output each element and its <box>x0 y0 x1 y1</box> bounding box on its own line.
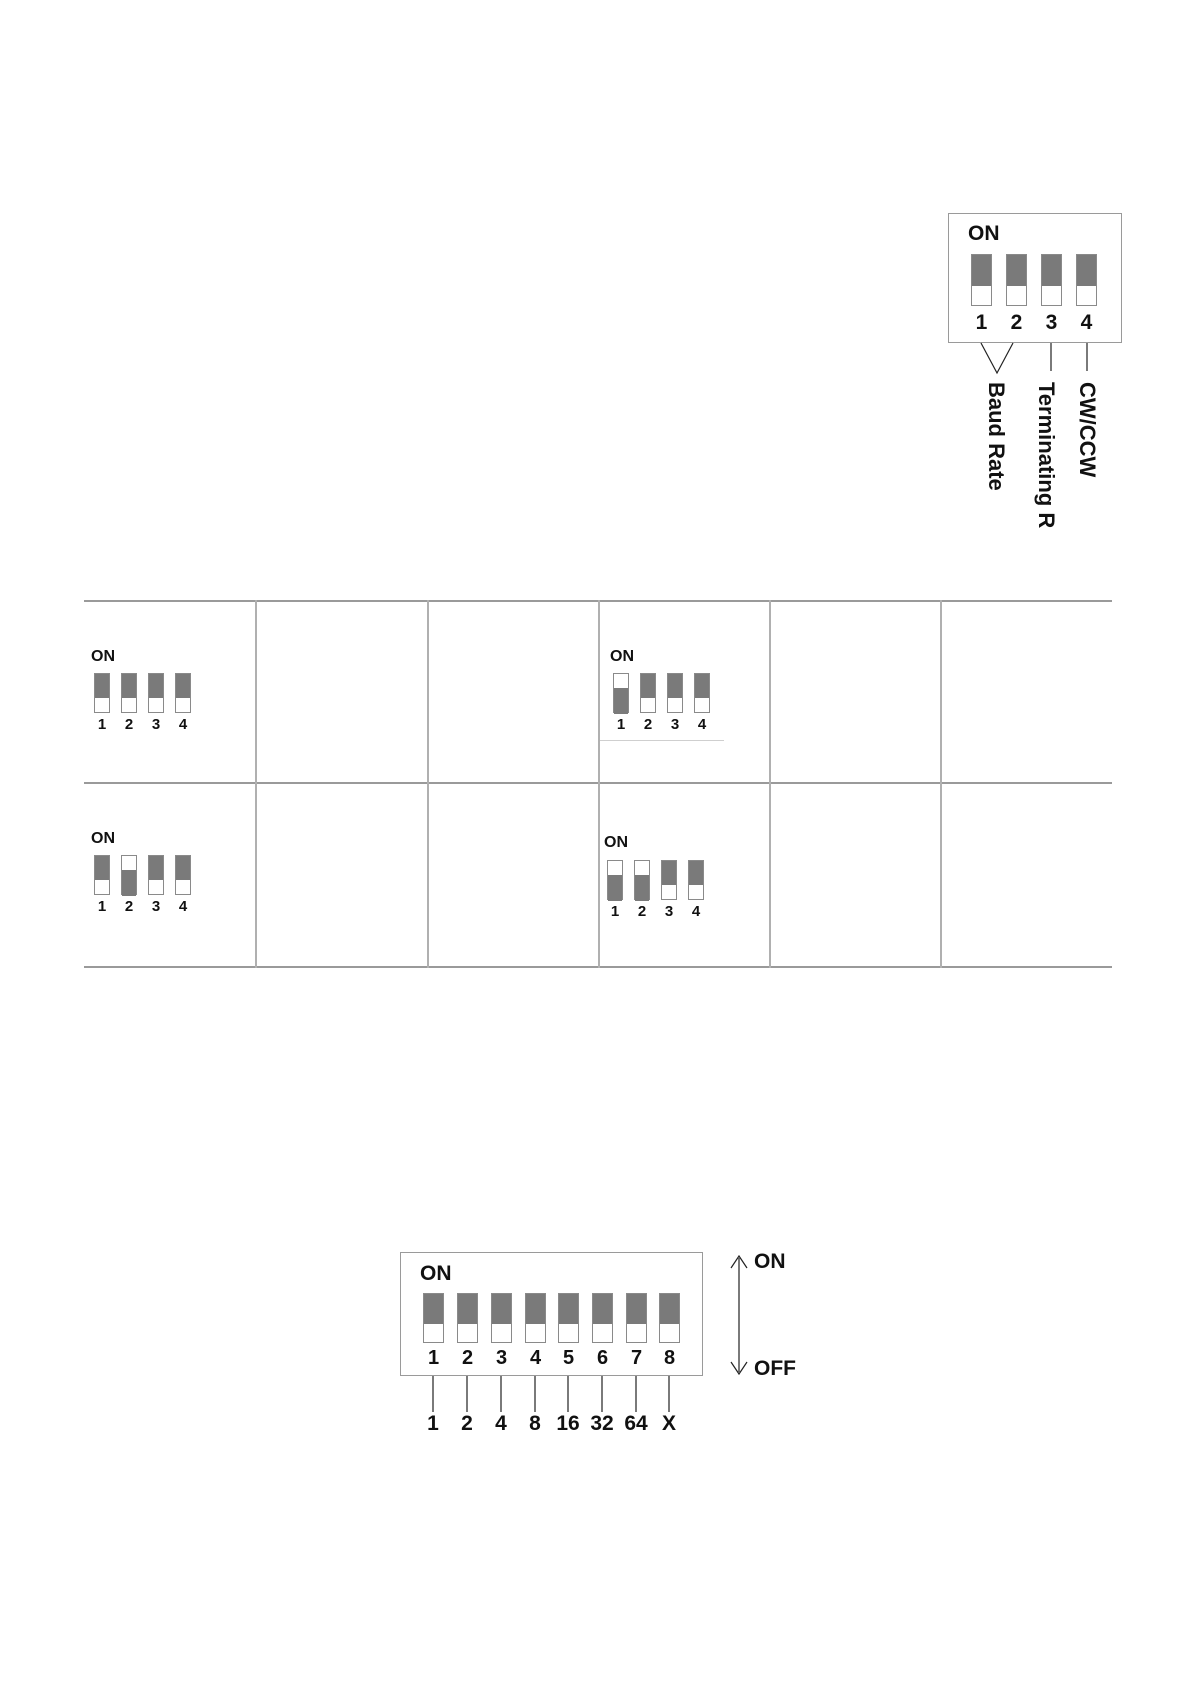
cell-a-number-3: 3 <box>151 716 161 733</box>
switch8-number-6: 6 <box>596 1347 609 1369</box>
cell-c-number-2: 2 <box>124 898 134 915</box>
switch8-weight-3: 4 <box>495 1412 507 1435</box>
cell-a-number-4: 4 <box>178 716 188 733</box>
switch8-weight-1: 1 <box>427 1412 439 1435</box>
switch4-number-3: 3 <box>1045 311 1058 334</box>
switch8-number-2: 2 <box>461 1347 474 1369</box>
cell-d-on-label: ON <box>604 834 628 851</box>
switch8-number-7: 7 <box>630 1347 643 1369</box>
cell-b-number-1: 1 <box>616 716 626 733</box>
cell-d-number-3: 3 <box>664 903 674 920</box>
cell-b-number-3: 3 <box>670 716 680 733</box>
cell-d-number-1: 1 <box>610 903 620 920</box>
cell-a-number-1: 1 <box>97 716 107 733</box>
switch4-number-1: 1 <box>975 311 988 334</box>
baud-rate-label: Baud Rate <box>984 382 1009 491</box>
cell-c-number-4: 4 <box>178 898 188 915</box>
switch8-number-4: 4 <box>529 1347 542 1369</box>
cell-c-number-3: 3 <box>151 898 161 915</box>
cell-b-number-4: 4 <box>697 716 707 733</box>
switch8-number-3: 3 <box>495 1347 508 1369</box>
cell-c-on-label: ON <box>91 830 115 847</box>
cell-d-number-2: 2 <box>637 903 647 920</box>
cell-a-number-2: 2 <box>124 716 134 733</box>
switch8-weight-4: 8 <box>529 1412 541 1435</box>
cell-b-on-label: ON <box>610 648 634 665</box>
switch4-on-label: ON <box>968 222 1000 245</box>
switch8-weight-6: 32 <box>590 1412 614 1435</box>
switch8-weight-2: 2 <box>461 1412 473 1435</box>
switch4-number-2: 2 <box>1010 311 1023 334</box>
switch8-on-label: ON <box>420 1262 452 1285</box>
cell-d-number-4: 4 <box>691 903 701 920</box>
switch8-weight-5: 16 <box>556 1412 580 1435</box>
switch8-number-8: 8 <box>663 1347 676 1369</box>
switch8-number-1: 1 <box>427 1347 440 1369</box>
arrow-off-label: OFF <box>754 1357 796 1380</box>
terminating-r-label: Terminating R <box>1034 382 1059 529</box>
arrow-on-label: ON <box>754 1250 786 1273</box>
switch8-weight-8: X <box>661 1412 676 1435</box>
switch8-weight-7: 64 <box>624 1412 648 1435</box>
switch8-number-5: 5 <box>562 1347 575 1369</box>
cell-b-number-2: 2 <box>643 716 653 733</box>
cw-ccw-label: CW/CCW <box>1075 382 1100 478</box>
switch4-number-4: 4 <box>1080 311 1093 334</box>
cell-c-number-1: 1 <box>97 898 107 915</box>
cell-a-on-label: ON <box>91 648 115 665</box>
